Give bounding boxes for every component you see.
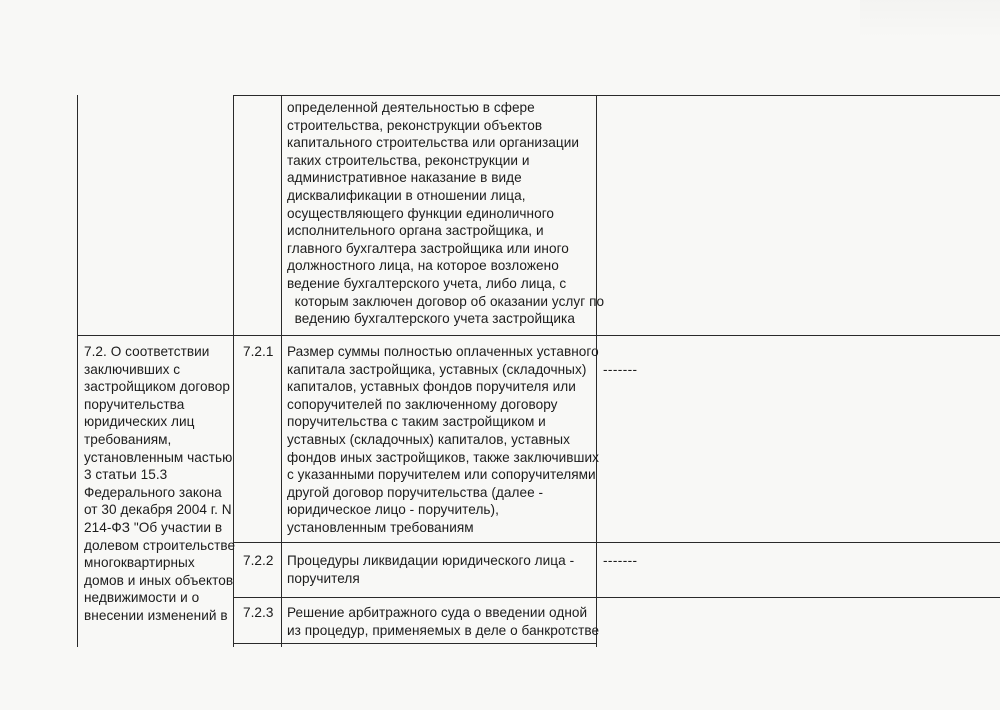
row-number-7-2-2: 7.2.2 — [243, 553, 274, 568]
table-left-border — [77, 95, 78, 647]
section-7-2-title: 7.2. О соответствии заключивших с застройщиком договор поручительства юридических лиц требованиям, установленным частью 3 статьи 15.3 Федерального закона от 30 декабря 2004 г. N 214-ФЗ "Об участии в долевом строительстве многоквартирных домов и иных объектов недвижимости и о внесении изменений в — [84, 344, 236, 623]
table-bottom-border — [233, 643, 597, 644]
row-divider-7-2-3 — [233, 597, 1000, 598]
row-description-7-2-1: Размер суммы полностью оплаченных уставного капитала застройщика, уставных (складочных) капиталов, уставных фондов поручителя или сопоручителей по заключенному договору поручительства с таким застройщиком и уставных (складочных) капиталов, уставных фондов иных застройщиков, также заключивших с указанными поручителем или сопоручителями другой договор поручительства (далее - юридическое лицо - поручитель), установленным требованиям — [287, 344, 600, 535]
row-description-7-2-2: Процедуры ликвидации юридического лица - поручителя — [287, 553, 575, 586]
row-divider-7-2 — [77, 335, 1000, 336]
table-top-border — [233, 95, 1000, 96]
col-divider-number — [281, 95, 282, 647]
row-number-7-2-3: 7.2.3 — [243, 605, 274, 620]
scan-shadow — [860, 0, 1000, 40]
row-number-7-2-1: 7.2.1 — [243, 344, 274, 359]
row-description-7-2-3: Решение арбитражного суда о введении одной из процедур, применяемых в деле о банкротстве — [287, 605, 600, 638]
continuation-description: определенной деятельностью в сфере строительства, реконструкции объектов капитального строительства или организации таких строительства, реконструкции и административное наказание в виде дисквалификации в отношении лица, осуществляющего функции единоличного исполнительного органа застройщика, и главного бухгалтера застройщика или иного должностного лица, на которое возложено ведение бухгалтерского учета, либо лица, с которым заключен договор об оказании услуг по ведению бухгалтерского учета застройщика — [287, 100, 605, 327]
row-divider-7-2-2 — [233, 542, 1000, 543]
row-value-7-2-2: ------- — [603, 553, 638, 568]
row-value-7-2-1: ------- — [603, 362, 638, 377]
